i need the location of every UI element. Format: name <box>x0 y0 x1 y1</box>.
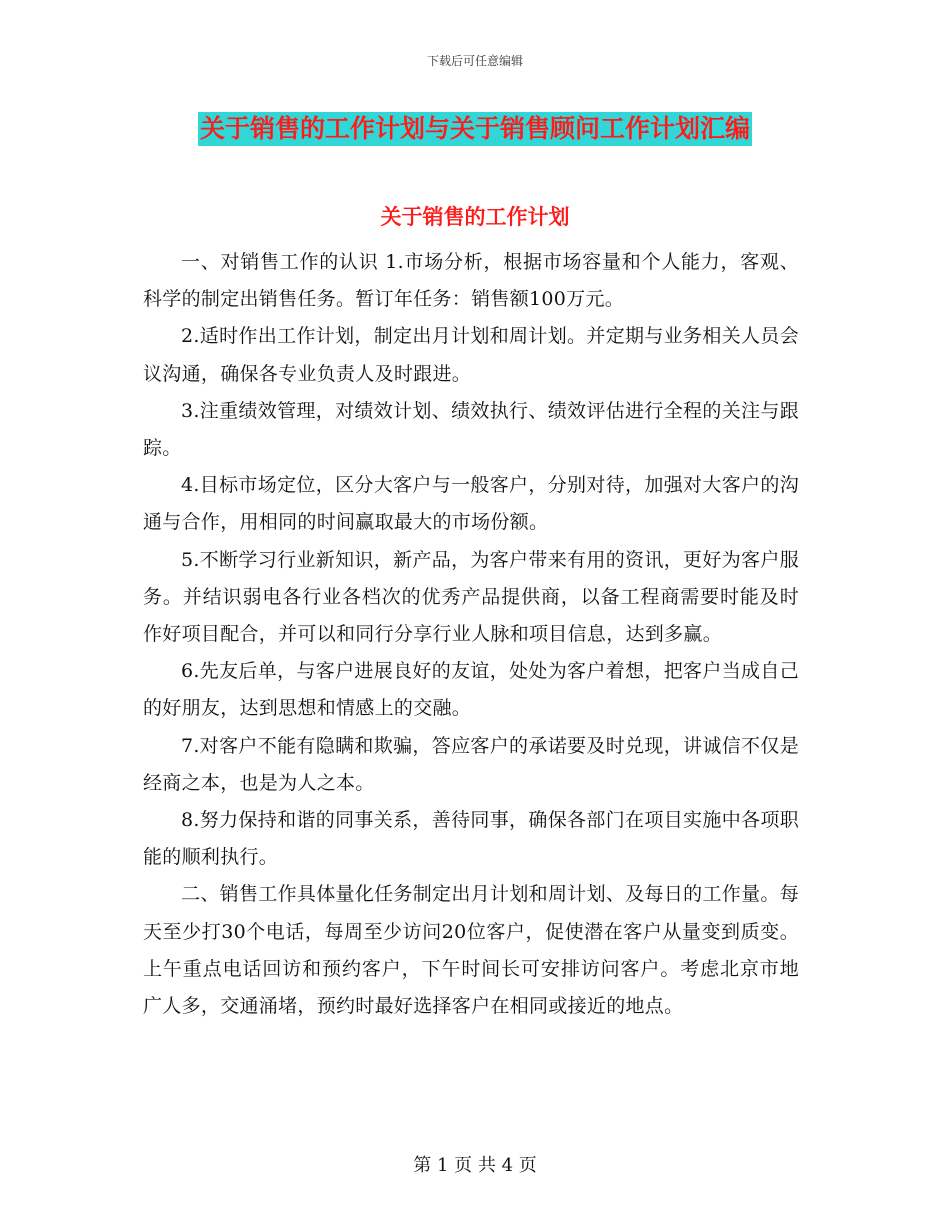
paragraph-6: 6.先友后单，与客户进展良好的友谊，处处为客户着想，把客户当成自己的好朋友，达到思想和情感上的交融。 <box>143 660 799 720</box>
body-text <box>143 244 799 1025</box>
paragraph-8: 8.努力保持和谐的同事关系，善待同事，确保各部门在项目实施中各项职能的顺利执行。 <box>143 809 799 869</box>
document-title-wrapper <box>0 112 950 146</box>
paragraph-3: 3.注重绩效管理，对绩效计划、绩效执行、绩效评估进行全程的关注与跟踪。 <box>143 399 799 460</box>
paragraph-9: 二、销售工作具体量化任务制定出月计划和周计划、及每日的工作量。每天至少打30个电话，每周至少访问20位客户，促使潜在客户从量变到质变。上午重点电话回访和预约客户，下午时间长可安排访问客户。考虑北京市地广人多，交通涌堵，预约时最好选择客户在相同或接近的地点。 <box>143 883 799 1018</box>
page-header: 下载后可任意编辑 <box>426 54 523 68</box>
paragraph-4: 4.目标市场定位，区分大客户与一般客户，分别对待，加强对大客户的沟通与合作，用相同的时间赢取最大的市场份额。 <box>143 474 799 534</box>
paragraph-2: 2.适时作出工作计划，制定出月计划和周计划。并定期与业务相关人员会议沟通，确保各专业负责人及时跟进。 <box>143 325 799 385</box>
paragraph-5: 5.不断学习行业新知识，新产品，为客户带来有用的资讯，更好为客户服务。并结识弱电各行业各档次的优秀产品提供商，以备工程商需要时能及时作好项目配合，并可以和同行分享行业人脉和项目信息，达到多赢。 <box>143 548 799 646</box>
paragraph-7: 7.对客户不能有隐瞒和欺骗，答应客户的承诺要及时兑现，讲诚信不仅是经商之本，也是为人之本。 <box>143 734 799 794</box>
page-footer: 第 1 页 共 4 页 <box>413 1155 537 1176</box>
section-title: 关于销售的工作计划 <box>380 205 570 229</box>
paragraph-1: 一、对销售工作的认识 1.市场分析，根据市场容量和个人能力，客观、科学的制定出销售任务。暂订年任务：销售额100万元。 <box>143 251 799 311</box>
document-title: 关于销售的工作计划与关于销售顾问工作计划汇编 <box>198 112 752 146</box>
